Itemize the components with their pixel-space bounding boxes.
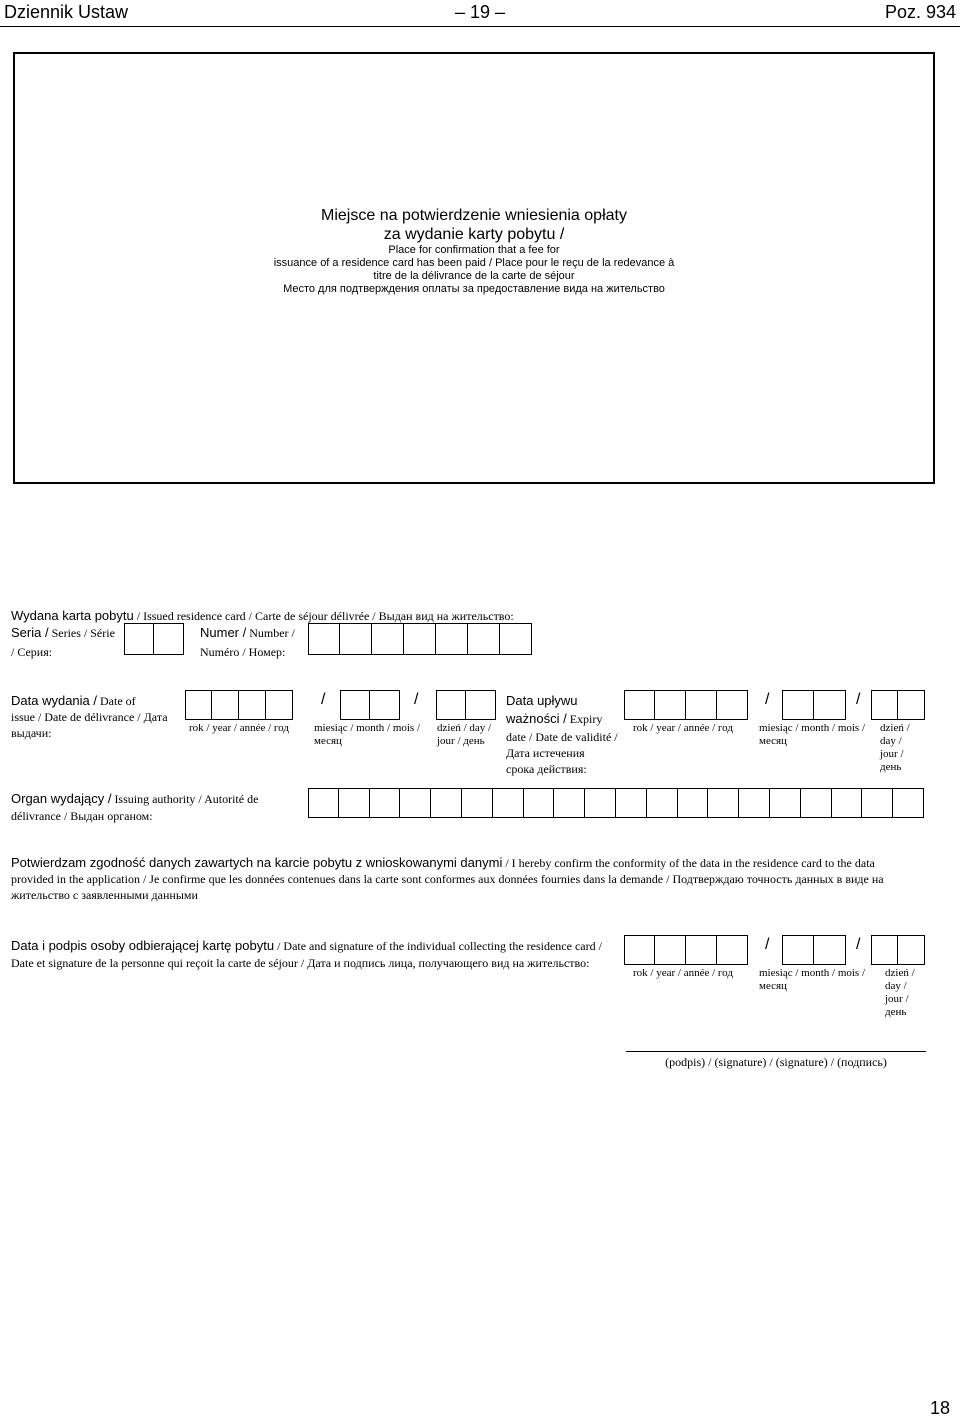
series-label xyxy=(11,625,126,659)
collection-year-box[interactable] xyxy=(717,935,748,965)
expiry-year-box[interactable] xyxy=(686,690,717,720)
expiry-label-line3: date / Date de validité / xyxy=(506,730,618,744)
expiry-day-caption-1: dzień / xyxy=(880,722,910,734)
expiry-year-caption: rok / year / année / год xyxy=(633,722,733,734)
expiry-month-box[interactable] xyxy=(814,690,846,720)
expiry-year-box[interactable] xyxy=(655,690,686,720)
collection-year-box[interactable] xyxy=(686,935,717,965)
collection-month-boxes[interactable] xyxy=(782,935,846,965)
issue-day-boxes[interactable] xyxy=(436,690,496,720)
number-box[interactable] xyxy=(308,623,340,655)
journal-title: Dziennik Ustaw xyxy=(4,2,129,22)
issued-card-title-rest: / Issued residence card / Carte de séjour délivrée / Выдан вид на жительство: xyxy=(133,609,514,623)
collection-label-rest2: Date et signature de la personne qui reçoit la carte de séjour / Дата и подпись лица, получающего вид на жительство: xyxy=(11,956,590,970)
header-rule xyxy=(0,26,960,27)
issue-day-caption: dzień / day / jour / день xyxy=(437,722,492,747)
issue-date-label-rest1: Date of xyxy=(97,694,136,708)
series-label-ru: / Серия: xyxy=(11,645,53,659)
collection-day-box[interactable] xyxy=(898,935,925,965)
authority-box[interactable] xyxy=(739,788,770,818)
expiry-day-boxes[interactable] xyxy=(871,690,925,720)
expiry-day-box[interactable] xyxy=(871,690,898,720)
position-number: Poz. 934 xyxy=(884,2,956,22)
number-boxes[interactable] xyxy=(308,623,532,655)
issue-date-label xyxy=(11,693,183,740)
expiry-label-line4: Дата истечения xyxy=(506,746,585,760)
collection-year-box[interactable] xyxy=(655,935,686,965)
issue-month-box[interactable] xyxy=(370,690,400,720)
expiry-label-line2: ważności / xyxy=(506,711,567,726)
issue-month-caption: miesiąc / month / mois / месяц xyxy=(314,722,421,747)
collection-day-caption-1: dzień / xyxy=(885,967,915,979)
collection-day-caption xyxy=(885,967,935,1019)
confirmation-pl: Potwierdzam zgodność danych zawartych na karcie pobytu z wnioskowanymi danymi xyxy=(11,855,503,870)
number-box[interactable] xyxy=(436,623,468,655)
collection-day-box[interactable] xyxy=(871,935,898,965)
collection-label-pl: Data i podpis osoby odbierającej kartę pobytu xyxy=(11,938,275,953)
expiry-month-boxes[interactable] xyxy=(782,690,846,720)
series-box[interactable] xyxy=(124,623,154,655)
collection-label-rest1: / Date and signature of the individual collecting the residence card / xyxy=(274,939,602,953)
fee-box-line1: Miejsce na potwierdzenie wniesienia opłaty xyxy=(321,207,627,224)
collection-day-caption-2: day / xyxy=(885,980,907,992)
expiry-day-caption-2: day / xyxy=(880,735,902,747)
authority-box[interactable] xyxy=(708,788,739,818)
authority-box[interactable] xyxy=(616,788,647,818)
authority-boxes[interactable] xyxy=(308,788,924,818)
expiry-day-caption xyxy=(880,722,930,774)
issue-day-box[interactable] xyxy=(466,690,496,720)
issue-year-box[interactable] xyxy=(212,690,239,720)
authority-label-rest: Issuing authority / Autorité de xyxy=(111,792,259,806)
authority-box[interactable] xyxy=(554,788,585,818)
authority-box[interactable] xyxy=(524,788,555,818)
collection-month-box[interactable] xyxy=(814,935,846,965)
issue-sep-2: / xyxy=(414,691,419,708)
authority-label-line2: délivrance / Выдан органом: xyxy=(11,809,153,823)
authority-box[interactable] xyxy=(647,788,678,818)
series-label-pl: Seria / xyxy=(11,625,49,640)
issue-year-box[interactable] xyxy=(239,690,266,720)
page-folio: – 19 – xyxy=(454,2,506,22)
issue-month-boxes[interactable] xyxy=(340,690,400,720)
collection-label xyxy=(11,938,623,970)
issue-year-box[interactable] xyxy=(266,690,293,720)
issue-year-box[interactable] xyxy=(185,690,212,720)
expiry-sep-2: / xyxy=(856,691,861,708)
expiry-label-line1: Data upływu xyxy=(506,693,578,708)
expiry-label-line5: срока действия: xyxy=(506,762,587,776)
number-box[interactable] xyxy=(372,623,404,655)
issue-month-box[interactable] xyxy=(340,690,370,720)
collection-month-box[interactable] xyxy=(782,935,814,965)
authority-label-pl: Organ wydający / xyxy=(11,791,112,806)
signature-caption: (podpis) / (signature) / (signature) / (подпись) xyxy=(665,1055,887,1069)
issued-card-title-pl: Wydana karta pobytu xyxy=(11,608,134,623)
collection-sep-2: / xyxy=(856,936,861,953)
authority-box[interactable] xyxy=(308,788,339,818)
issue-sep-1: / xyxy=(321,691,326,708)
fee-box-line5: titre de la délivrance de la carte de séjour xyxy=(373,270,575,282)
authority-box[interactable] xyxy=(339,788,370,818)
collection-year-boxes[interactable] xyxy=(624,935,748,965)
confirmation-rest3: жительство с заявленными данными xyxy=(11,888,198,902)
number-box[interactable] xyxy=(340,623,372,655)
number-label-rest: Number / xyxy=(246,626,295,640)
authority-box[interactable] xyxy=(585,788,616,818)
expiry-day-caption-3: jour / xyxy=(880,748,904,760)
expiry-year-boxes[interactable] xyxy=(624,690,748,720)
number-label xyxy=(200,625,310,659)
fee-box-line3: Place for confirmation that a fee for xyxy=(388,244,560,256)
expiry-sep-1: / xyxy=(765,691,770,708)
collection-day-boxes[interactable] xyxy=(871,935,925,965)
signature-line[interactable] xyxy=(626,1051,926,1052)
series-boxes[interactable] xyxy=(124,623,184,655)
collection-month-caption: miesiąc / month / mois / месяц xyxy=(759,967,866,992)
fee-box-line4: issuance of a residence card has been paid / Place pour le reçu de la redevance à xyxy=(273,257,675,269)
collection-day-caption-4: день xyxy=(885,1006,907,1018)
authority-box[interactable] xyxy=(678,788,709,818)
page-number: 18 xyxy=(930,1398,951,1418)
fee-confirmation-box xyxy=(13,52,935,484)
issue-date-label-pl: Data wydania / xyxy=(11,693,97,708)
expiry-day-caption-4: день xyxy=(880,761,902,773)
confirmation-rest2: provided in the application / Je confirme que les données contenues dans la carte sont conformes aux données fournies dans la demande / Подтверждаю точность данных в виде на xyxy=(11,872,884,886)
number-label-pl: Numer / xyxy=(200,625,247,640)
number-box[interactable] xyxy=(404,623,436,655)
authority-box[interactable] xyxy=(493,788,524,818)
authority-box[interactable] xyxy=(832,788,863,818)
authority-box[interactable] xyxy=(431,788,462,818)
fee-box-line6: Место для подтверждения оплаты за предоставление вида на жительство xyxy=(283,283,665,295)
expiry-month-caption: miesiąc / month / mois / месяц xyxy=(759,722,866,747)
number-box[interactable] xyxy=(468,623,500,655)
authority-box[interactable] xyxy=(370,788,401,818)
series-label-rest: Series / Série xyxy=(48,626,115,640)
authority-box[interactable] xyxy=(770,788,801,818)
series-box[interactable] xyxy=(154,623,184,655)
collection-day-caption-3: jour / xyxy=(885,993,909,1005)
expiry-label-line2-rest: Expiry xyxy=(566,712,603,726)
authority-box[interactable] xyxy=(801,788,832,818)
authority-label xyxy=(11,791,301,823)
collection-year-caption: rok / year / année / год xyxy=(633,967,733,979)
confirmation-statement xyxy=(11,855,941,902)
collection-year-box[interactable] xyxy=(624,935,655,965)
confirmation-rest1: / I hereby confirm the conformity of the data in the residence card to the data xyxy=(502,856,875,870)
fee-box-line2: za wydanie karty pobytu / xyxy=(383,226,565,243)
authority-box[interactable] xyxy=(462,788,493,818)
authority-box[interactable] xyxy=(400,788,431,818)
expiry-day-box[interactable] xyxy=(898,690,925,720)
expiry-year-box[interactable] xyxy=(717,690,748,720)
issue-year-boxes[interactable] xyxy=(185,690,293,720)
fee-box-text xyxy=(15,206,933,296)
issue-date-label-rest2: issue / Date de délivrance / Дата xyxy=(11,710,168,724)
number-box[interactable] xyxy=(500,623,532,655)
authority-box[interactable] xyxy=(862,788,893,818)
expiry-year-box[interactable] xyxy=(624,690,655,720)
collection-sep-1: / xyxy=(765,936,770,953)
expiry-date-label xyxy=(506,693,626,776)
issue-year-caption: rok / year / année / год xyxy=(189,722,289,734)
number-label-line2: Numéro / Номер: xyxy=(200,645,286,659)
issued-card-title xyxy=(11,608,941,623)
authority-box[interactable] xyxy=(893,788,924,818)
expiry-month-box[interactable] xyxy=(782,690,814,720)
issue-day-box[interactable] xyxy=(436,690,466,720)
issue-date-label-rest3: выдачи: xyxy=(11,726,52,740)
